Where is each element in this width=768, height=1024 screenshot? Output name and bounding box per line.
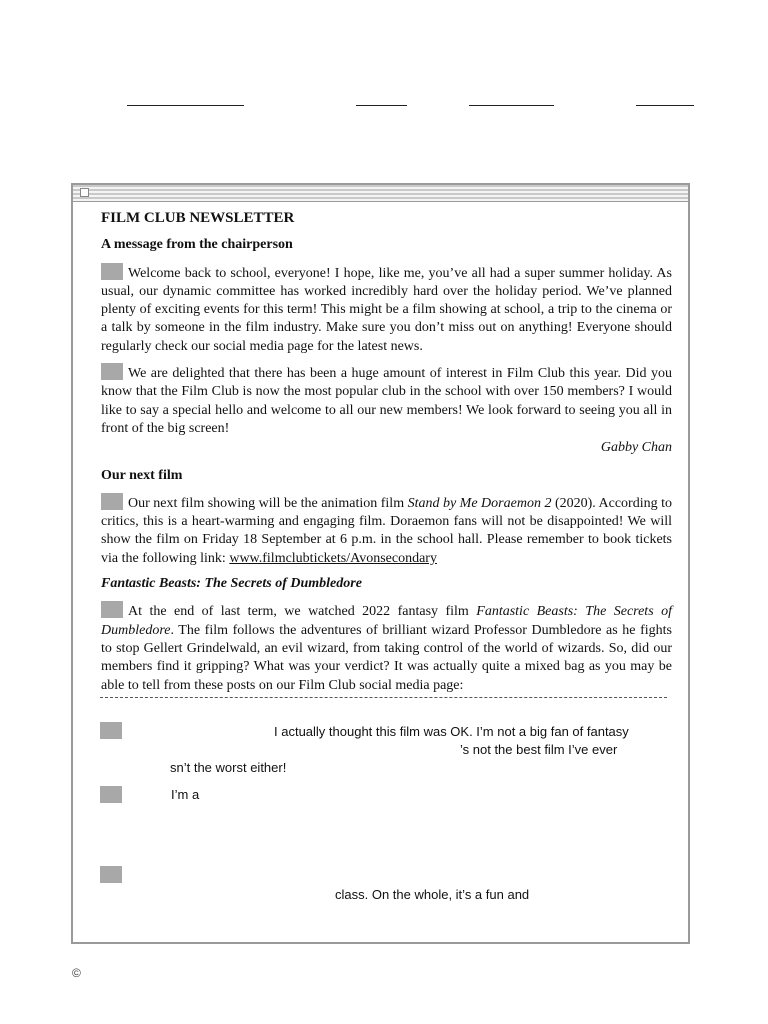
blank-line-3 <box>469 105 554 106</box>
next-film-paragraph: Our next film showing will be the animation film Stand by Me Doraemon 2 (2020). According to critics, this is a heart-warming and engaging film. Doraemon fans will not be disappointed! We will show the film on Friday 18 September at 6 p.m. in the school hall. Please remember to book tickets via the following link: www.filmclubtickets/Avonsecondary <box>101 493 672 568</box>
post-1-line-2: ’s not the best film I’ve ever <box>460 742 618 757</box>
film-title-doraemon: Stand by Me Doraemon 2 <box>407 495 552 511</box>
chair-heading: A message from the chairperson <box>101 237 293 253</box>
paragraph-marker <box>101 493 123 510</box>
fantastic-beasts-heading: Fantastic Beasts: The Secrets of Dumbledore <box>101 576 362 592</box>
window-title-bar <box>73 185 688 202</box>
paragraph-marker <box>101 601 123 618</box>
post-2-line-1: I’m a <box>171 787 200 802</box>
blank-line-1 <box>127 105 244 106</box>
post-marker-3 <box>100 866 122 883</box>
window-box-icon <box>80 188 89 197</box>
fantastic-beasts-paragraph: At the end of last term, we watched 2022 fantasy film Fantastic Beasts: The Secrets of Dumbledore. The film follows the adventures of brilliant wizard Professor Dumbledore as he fights to stop Gellert Grindelwald, an evil wizard, from taking control of the world of wizards. So, did our members find it gripping? What was your verdict? It was actually quite a mixed bag as you may be able to tell from these posts on our Film Club social media page: <box>101 601 672 694</box>
newsletter-window <box>71 183 690 944</box>
post-1-line-3: sn’t the worst either! <box>170 760 287 775</box>
post-1-line-1: I actually thought this film was OK. I’m not a big fan of fantasy <box>274 724 629 739</box>
blank-line-4 <box>636 105 694 106</box>
tickets-link[interactable]: www.filmclubtickets/Avonsecondary <box>229 550 437 566</box>
post-3-line-1: class. On the whole, it’s a fun and <box>335 887 530 902</box>
newsletter-title: FILM CLUB NEWSLETTER <box>101 210 295 226</box>
next-film-heading: Our next film <box>101 467 183 483</box>
copyright-symbol: © <box>72 966 81 980</box>
film-title-fantastic-beasts: Fantastic Beasts: The Secrets of Dumbledore <box>101 604 672 638</box>
post-marker-1 <box>100 722 122 739</box>
newsletter-content <box>101 209 672 702</box>
posts-divider <box>100 697 667 698</box>
blank-line-2 <box>356 105 407 106</box>
paragraph-marker <box>101 363 123 380</box>
chair-paragraph-1: Welcome back to school, everyone! I hope, like me, you’ve all had a super summer holiday. As usual, our dynamic committee has worked incredibly hard over the holiday period. We’ve planned plenty of exciting events for this term! This might be a film showing at school, a trip to the cinema or a talk by someone in the film industry. Make sure you don’t miss out on anything! Everyone should regularly check our social media page for the latest news. <box>101 263 672 356</box>
post-marker-2 <box>100 786 122 803</box>
paragraph-marker <box>101 263 123 280</box>
chair-paragraph-2: We are delighted that there has been a huge amount of interest in Film Club this year. Did you know that the Film Club is now the most popular club in the school with over 150 members? I would like to say a special hello and welcome to all our new members! We look forward to seeing you all in front of the big screen! <box>101 363 672 438</box>
signature: Gabby Chan <box>600 440 672 456</box>
